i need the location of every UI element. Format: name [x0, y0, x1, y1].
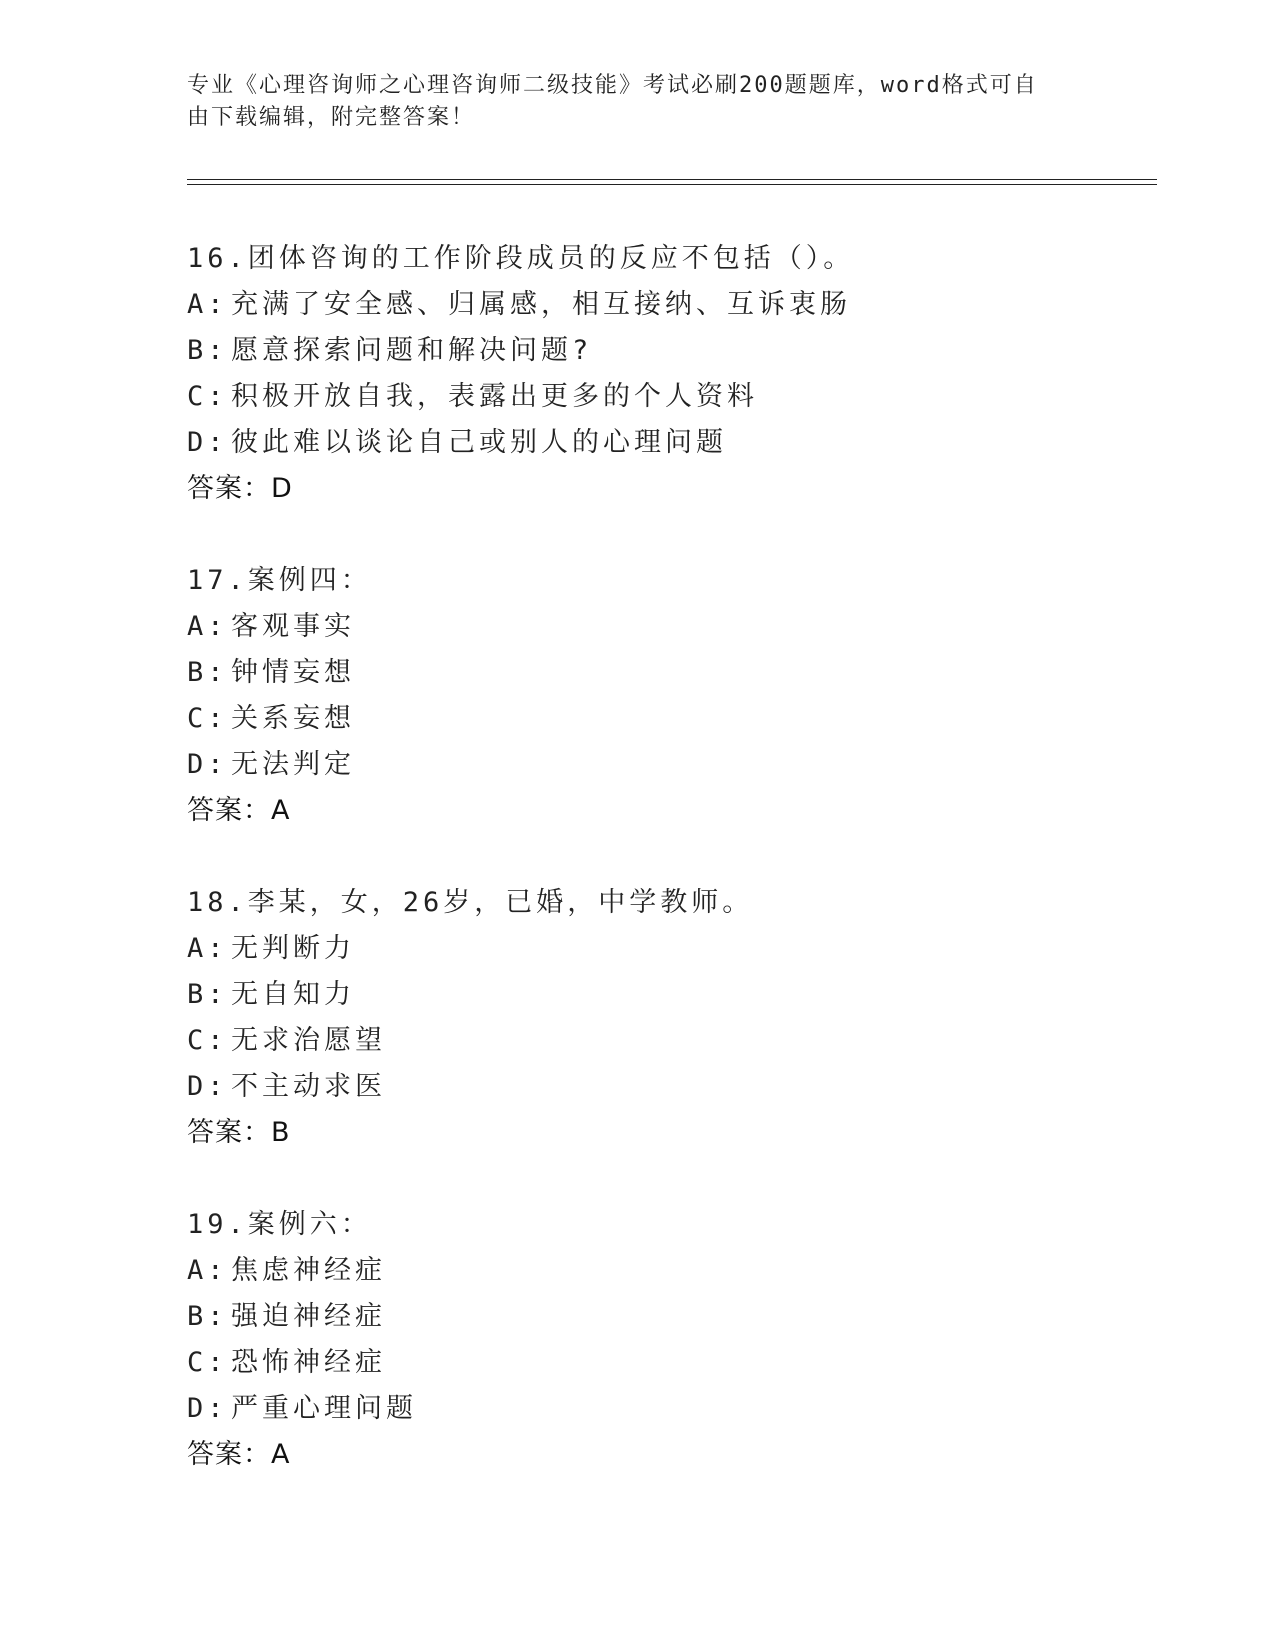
question-list [187, 236, 1157, 1524]
option-label: C: [187, 381, 228, 412]
option-text: 钟情妄想 [231, 657, 355, 688]
option-text: 积极开放自我，表露出更多的个人资料 [231, 381, 758, 412]
option-label: B: [187, 657, 228, 688]
question-18 [187, 880, 1157, 1156]
option-text: 充满了安全感、归属感，相互接纳、互诉衷肠 [231, 289, 851, 320]
document-header [187, 70, 1067, 134]
question-16 [187, 236, 1157, 512]
question-19 [187, 1202, 1157, 1478]
option-c [187, 374, 1157, 420]
option-a [187, 282, 1157, 328]
option-label: B: [187, 979, 228, 1010]
option-text: 愿意探索问题和解决问题? [231, 335, 593, 366]
option-text: 焦虑神经症 [231, 1255, 386, 1286]
option-c [187, 1018, 1157, 1064]
option-label: C: [187, 1025, 228, 1056]
answer-line: 答案：D [187, 473, 293, 504]
option-text: 恐怖神经症 [231, 1347, 386, 1378]
option-text: 不主动求医 [231, 1071, 386, 1102]
option-label: C: [187, 1347, 228, 1378]
answer-line: 答案：A [187, 795, 291, 826]
option-text: 客观事实 [231, 611, 355, 642]
question-stem: 19.案例六： [187, 1209, 372, 1240]
option-b [187, 328, 1157, 374]
option-c [187, 696, 1157, 742]
option-text: 无法判定 [231, 749, 355, 780]
option-label: D: [187, 1071, 228, 1102]
option-label: A: [187, 933, 228, 964]
option-text: 严重心理问题 [231, 1393, 417, 1424]
option-label: D: [187, 1393, 228, 1424]
option-b [187, 972, 1157, 1018]
option-text: 强迫神经症 [231, 1301, 386, 1332]
question-stem: 18.李某，女，26岁，已婚，中学教师。 [187, 887, 754, 918]
header-rule-top [187, 179, 1157, 180]
option-d [187, 1064, 1157, 1110]
option-text: 无求治愿望 [231, 1025, 386, 1056]
header-line-2: 由下载编辑，附完整答案！ [187, 105, 476, 130]
option-label: C: [187, 703, 228, 734]
option-a [187, 926, 1157, 972]
option-a [187, 604, 1157, 650]
option-label: B: [187, 1301, 228, 1332]
option-label: A: [187, 289, 228, 320]
option-label: D: [187, 749, 228, 780]
option-text: 无判断力 [231, 933, 355, 964]
question-stem: 17.案例四： [187, 565, 372, 596]
option-d [187, 1386, 1157, 1432]
option-c [187, 1340, 1157, 1386]
question-17 [187, 558, 1157, 834]
header-rule-bottom [187, 184, 1157, 185]
option-b [187, 1294, 1157, 1340]
answer-line: 答案：B [187, 1117, 291, 1148]
option-label: B: [187, 335, 228, 366]
option-d [187, 742, 1157, 788]
option-text: 无自知力 [231, 979, 355, 1010]
answer-line: 答案：A [187, 1439, 291, 1470]
option-text: 关系妄想 [231, 703, 355, 734]
option-label: D: [187, 427, 228, 458]
header-line-1: 专业《心理咨询师之心理咨询师二级技能》考试必刷200题题库，word格式可自 [187, 73, 1038, 98]
option-a [187, 1248, 1157, 1294]
option-d [187, 420, 1157, 466]
option-text: 彼此难以谈论自己或别人的心理问题 [231, 427, 727, 458]
question-stem: 16.团体咨询的工作阶段成员的反应不包括（）。 [187, 243, 855, 274]
option-label: A: [187, 1255, 228, 1286]
option-label: A: [187, 611, 228, 642]
option-b [187, 650, 1157, 696]
